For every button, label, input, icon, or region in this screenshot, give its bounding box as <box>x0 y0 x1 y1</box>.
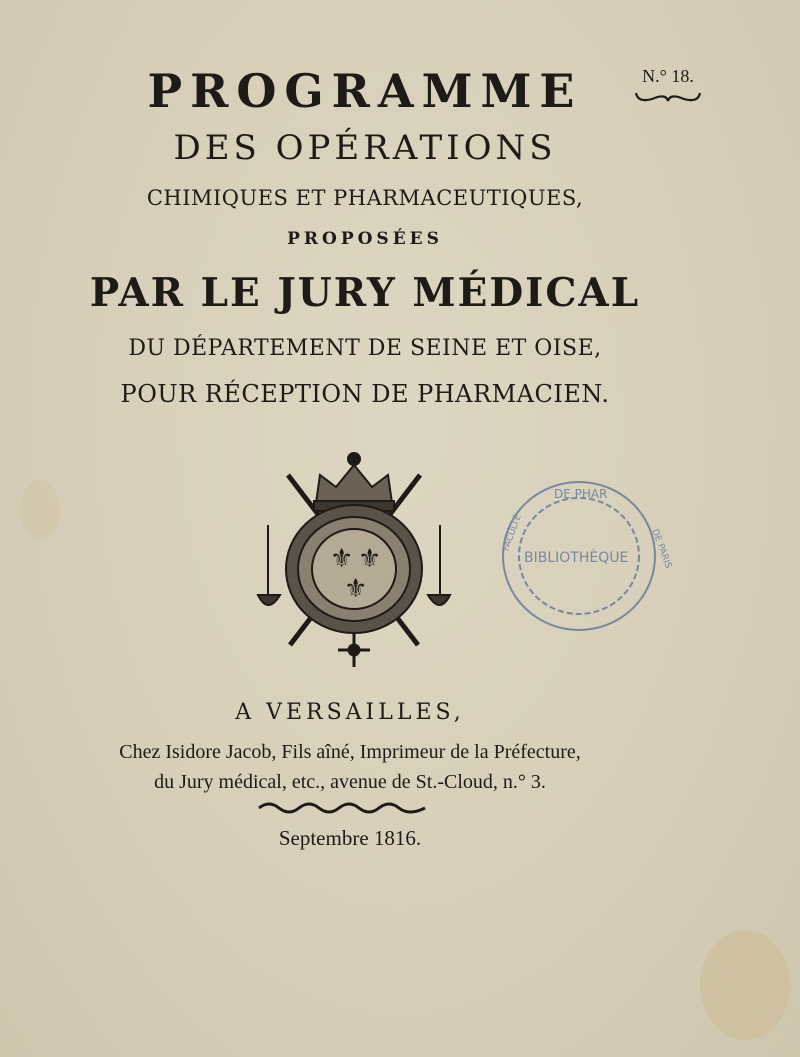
title-chimiques: CHIMIQUES ET PHARMACEUTIQUES, <box>146 186 584 210</box>
svg-text:⚜: ⚜ <box>330 544 354 574</box>
document-number-label: N.° 18. <box>642 66 694 86</box>
imprint-printer-line2: du Jury médical, etc., avenue de St.-Cloud, n.° 3. <box>154 771 546 793</box>
title-departement: DU DÉPARTEMENT DE SEINE ET OISE, <box>128 336 602 361</box>
number-flourish-icon <box>622 87 714 107</box>
stamp-text-left: FACULTÉ <box>501 513 524 553</box>
imprint-printer-line1: Chez Isidore Jacob, Fils aîné, Imprimeur de la Préfecture, <box>119 741 581 763</box>
royal-coat-of-arms-icon <box>258 445 450 673</box>
stamp-text-middle: BIBLIOTHÈQUE <box>524 550 629 566</box>
svg-text:⚜: ⚜ <box>358 544 382 574</box>
document-number <box>622 66 714 112</box>
wave-ornament-icon <box>257 798 427 818</box>
svg-text:⚜: ⚜ <box>344 574 368 604</box>
stamp-text-right: DE PARIS <box>649 527 673 570</box>
library-stamp-icon <box>498 476 673 636</box>
imprint-date: Septembre 1816. <box>278 826 422 850</box>
paper-stain <box>20 480 60 540</box>
title-operations: DES OPÉRATIONS <box>173 128 557 168</box>
paper-stain <box>700 930 790 1040</box>
stamp-text-top: DE PHAR <box>554 487 608 501</box>
imprint-place: A VERSAILLES, <box>235 700 465 725</box>
title-programme: PROGRAMME <box>147 64 583 118</box>
title-jury-medical: PAR LE JURY MÉDICAL <box>89 270 641 316</box>
title-reception: POUR RÉCEPTION DE PHARMACIEN. <box>120 380 610 408</box>
title-proposees: PROPOSÉES <box>287 229 443 249</box>
